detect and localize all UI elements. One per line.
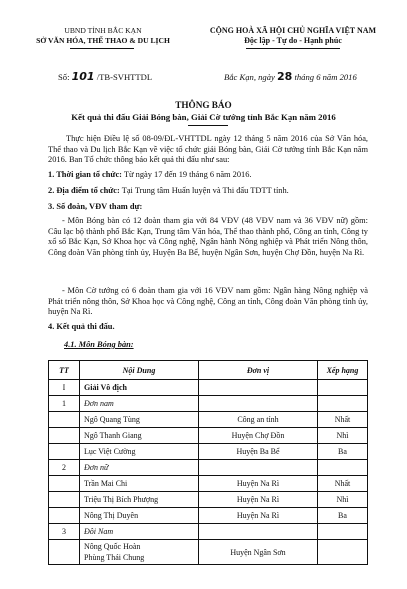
item-time: 1. Thời gian tổ chức: Từ ngày 17 đến 19 tháng 6 năm 2016.: [48, 170, 252, 179]
table-row: [49, 540, 368, 565]
results-table: [48, 360, 368, 565]
cell-tt: [49, 492, 80, 508]
title-underline: [188, 125, 228, 126]
cell-unit: [199, 524, 318, 540]
notice-title: THÔNG BÁO: [175, 100, 232, 110]
cell-unit: [199, 380, 318, 396]
cell-tt: 1: [49, 396, 80, 412]
cell-tt: [49, 540, 80, 565]
item-participants-chess: - Môn Cờ tướng có 6 đoàn tham gia với 16 VĐV nam gồm: Ngân hàng Nông nghiệp và Phát triển nông thôn, Sở Khoa học và Công nghệ, Công an tỉnh, Công đoàn Văn phòng tỉnh ủy, huyện Na Rì.: [48, 286, 368, 317]
cell-tt: [49, 444, 80, 460]
col-header-rank: Xếp hạng: [318, 361, 368, 380]
cell-content: Đơn nữ: [80, 460, 199, 476]
cell-rank: Nhất: [318, 412, 368, 428]
cell-content: Nông Quốc Hoàn Phùng Thái Chung: [80, 540, 199, 565]
cell-unit: Huyện Na Rì: [199, 476, 318, 492]
national-header: [193, 26, 393, 46]
cell-content: Triệu Thị Bích Phượng: [80, 492, 199, 508]
cell-tt: I: [49, 380, 80, 396]
document-number: Số: 101 /TB-SVHTTDL: [58, 70, 153, 83]
cell-rank: [318, 460, 368, 476]
national-motto: Độc lập - Tự do - Hạnh phúc: [244, 36, 342, 45]
cell-rank: [318, 540, 368, 565]
cell-unit: Huyện Chợ Đồn: [199, 428, 318, 444]
agency-parent: UBND TỈNH BẮC KẠN: [64, 26, 142, 35]
notice-subtitle: Kết quả thi đấu Giải Bóng bàn, Giải Cờ tướng tỉnh Bắc Kạn năm 2016: [71, 112, 336, 122]
table-row: [49, 476, 368, 492]
cell-unit: Công an tỉnh: [199, 412, 318, 428]
cell-tt: 3: [49, 524, 80, 540]
cell-tt: [49, 412, 80, 428]
table-row: [49, 396, 368, 412]
cell-rank: Ba: [318, 444, 368, 460]
table-row: [49, 460, 368, 476]
table-row: [49, 444, 368, 460]
table-row: [49, 412, 368, 428]
cell-content: Lục Việt Cường: [80, 444, 199, 460]
table-row: [49, 492, 368, 508]
cell-content: Đơn nam: [80, 396, 199, 412]
item-location: 2. Địa điểm tổ chức: Tại Trung tâm Huấn luyện và Thi đấu TDTT tỉnh.: [48, 186, 289, 195]
cell-unit: Huyện Ba Bể: [199, 444, 318, 460]
section-tabletennis-heading: 4.1. Môn Bóng bàn:: [64, 340, 134, 349]
col-header-unit: Đơn vị: [199, 361, 318, 380]
cell-rank: Ba: [318, 508, 368, 524]
cell-content: Giải Vô địch: [80, 380, 199, 396]
cell-rank: [318, 524, 368, 540]
item-results-heading: 4. Kết quả thi đấu.: [48, 322, 115, 331]
cell-content: Ngô Thanh Giang: [80, 428, 199, 444]
table-row: [49, 508, 368, 524]
agency-header: [18, 26, 188, 46]
table-row: [49, 524, 368, 540]
col-header-content: Nội Dung: [80, 361, 199, 380]
item-participants-heading: 3. Số đoàn, VĐV tham dự:: [48, 202, 143, 211]
cell-tt: [49, 476, 80, 492]
cell-unit: Huyện Ngân Sơn: [199, 540, 318, 565]
cell-rank: [318, 396, 368, 412]
col-header-tt: TT: [49, 361, 80, 380]
intro-paragraph: Thực hiện Điều lệ số 08-09/ĐL-VHTTDL ngày 12 tháng 5 năm 2016 của Sở Văn hóa, Thể thao và Du lịch Bắc Kạn về việc tổ chức giải Bóng bàn, Giải Cờ tướng tỉnh Bắc Kạn năm 2016. Ban Tổ chức thông báo kết quả thi đấu như sau:: [48, 134, 368, 165]
cell-unit: [199, 396, 318, 412]
cell-content: Ngô Quang Tùng: [80, 412, 199, 428]
handwritten-number: 101: [71, 70, 95, 83]
item-participants-tabletennis: - Môn Bóng bàn có 12 đoàn tham gia với 84 VĐV (48 VĐV nam và 36 VĐV nữ) gồm: Câu lạc bộ thành phố Bắc Kạn, Trung tâm Văn hóa, Thể thao thành phố, Công an tỉnh, Công ty xổ số Bắc Kạn, Sở Khoa học và Công nghệ, Ngân hành Nông nghiệp và Phát triển Nông thôn, Công đoàn Văn phòng tỉnh ủy, Huyện Ba Bể, huyện Ngân Sơn, huyện Chợ Đồn, huyện Na Rì.: [48, 216, 368, 257]
table-body: [49, 380, 368, 565]
agency-underline: [70, 48, 134, 49]
cell-content: Nông Thị Duyên: [80, 508, 199, 524]
table-header-row: [49, 361, 368, 380]
cell-tt: 2: [49, 460, 80, 476]
cell-tt: [49, 428, 80, 444]
cell-unit: Huyện Na Rì: [199, 508, 318, 524]
agency-name: SỞ VĂN HÓA, THỂ THAO & DU LỊCH: [36, 36, 170, 45]
table-row: [49, 380, 368, 396]
cell-rank: Nhì: [318, 428, 368, 444]
cell-rank: Nhì: [318, 492, 368, 508]
motto-underline: [246, 48, 340, 49]
cell-tt: [49, 508, 80, 524]
handwritten-day: 28: [277, 70, 293, 83]
cell-content: Trần Mai Chi: [80, 476, 199, 492]
national-title: CỘNG HOÀ XÃ HỘI CHỦ NGHĨA VIỆT NAM: [209, 26, 377, 35]
cell-rank: [318, 380, 368, 396]
cell-rank: Nhất: [318, 476, 368, 492]
cell-unit: Huyện Na Rì: [199, 492, 318, 508]
cell-content: Đôi Nam: [80, 524, 199, 540]
cell-unit: [199, 460, 318, 476]
document-date: Bắc Kạn, ngày 28 tháng 6 năm 2016: [224, 70, 357, 83]
table-row: [49, 428, 368, 444]
